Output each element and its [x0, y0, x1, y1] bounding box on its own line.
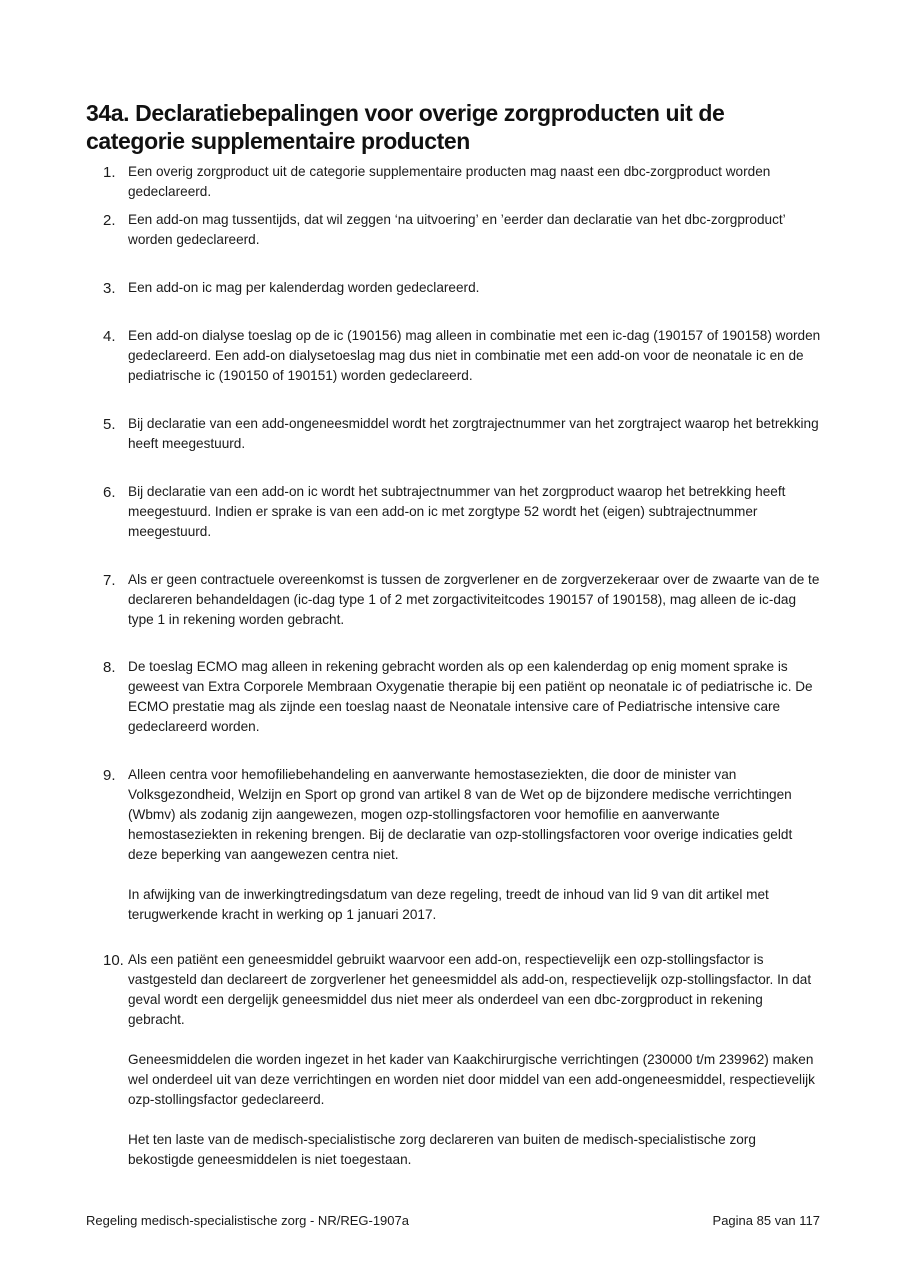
item-number: 1.	[103, 164, 116, 181]
item-text: Alleen centra voor hemofiliebehandeling en aanverwante hemostaseziekten, die door de minister van Volksgezondheid, Welzijn en Sport op grond van artikel 8 van de Wet op de bijzondere medische verrichtingen (Wbmv) als zodanig zijn aangewezen, mogen ozp-stollingsfactoren voor hemofilie en aanverwante hemostaseziekten in rekening brengen. Bij de declaratie van ozp-stollingsfactoren voor overige indicaties geldt deze beperking van aangewezen centra niet.	[128, 767, 793, 862]
footer-document-name: Regeling medisch-specialistische zorg - NR/REG-1907a	[86, 1213, 409, 1228]
list-item-6	[103, 482, 823, 542]
page-title: 34a. Declaratiebepalingen voor overige zorgproducten uit de categorie supplementaire producten	[86, 100, 725, 155]
list-item-1	[103, 162, 823, 202]
footer-page-number: Pagina 85 van 117	[712, 1213, 820, 1228]
item-text: Een add-on mag tussentijds, dat wil zeggen ‘na uitvoering’ en ’eerder dan declaratie van het dbc-zorgproduct’ worden gedeclareerd.	[128, 212, 786, 247]
item-number: 3.	[103, 280, 116, 297]
item-text: In afwijking van de inwerkingtredingsdatum van deze regeling, treedt de inhoud van lid 9 van dit artikel met terugwerkende kracht in werking op 1 januari 2017.	[128, 887, 769, 922]
list-item-2	[103, 210, 823, 250]
item-text: Als er geen contractuele overeenkomst is tussen de zorgverlener en de zorgverzekeraar over de zwaarte van de te declareren behandeldagen (ic-dag type 1 of 2 met zorgactiviteitcodes 190157 of 190158), mag alleen de ic-dag type 1 in rekening worden gebracht.	[128, 572, 820, 627]
item-text: Geneesmiddelen die worden ingezet in het kader van Kaakchirurgische verrichtingen (230000 t/m 239962) maken wel onderdeel uit van deze verrichtingen en worden niet door middel van een add-ongeneesmiddel, respectievelijk ozp-stollingsfactor gedeclareerd.	[128, 1052, 815, 1107]
item-number: 10.	[103, 952, 124, 969]
item-text: Een add-on ic mag per kalenderdag worden gedeclareerd.	[128, 280, 480, 295]
list-item-3	[103, 278, 823, 298]
item-text: Als een patiënt een geneesmiddel gebruikt waarvoor een add-on, respectievelijk een ozp-stollingsfactor is vastgesteld dan declareert de zorgverlener het geneesmiddel als add-on, respectievelijk ozp-stollingsfactor. In dat geval wordt een dergelijk geneesmiddel dus niet meer als onderdeel van een dbc-zorgproduct in rekening gebracht.	[128, 952, 812, 1027]
list-item-10	[103, 950, 823, 1170]
item-number: 4.	[103, 328, 116, 345]
item-number: 6.	[103, 484, 116, 501]
item-text: Het ten laste van de medisch-specialistische zorg declareren van buiten de medisch-specialistische zorg bekostigde geneesmiddelen is niet toegestaan.	[128, 1132, 756, 1167]
list-item-7	[103, 570, 823, 630]
list-item-5	[103, 414, 823, 454]
item-number: 7.	[103, 572, 116, 589]
item-number: 9.	[103, 767, 116, 784]
item-text: Bij declaratie van een add-ongeneesmiddel wordt het zorgtrajectnummer van het zorgtraject waarop het betrekking heeft meegestuurd.	[128, 416, 819, 451]
list-item-8	[103, 657, 823, 737]
item-text: Een overig zorgproduct uit de categorie supplementaire producten mag naast een dbc-zorgproduct worden gedeclareerd.	[128, 164, 771, 199]
item-number: 5.	[103, 416, 116, 433]
item-number: 2.	[103, 212, 116, 229]
list-item-9	[103, 765, 823, 925]
item-text: Een add-on dialyse toeslag op de ic (190156) mag alleen in combinatie met een ic-dag (190157 of 190158) worden gedeclareerd. Een add-on dialysetoeslag mag dus niet in combinatie met een add-on voor de neonatale ic en de pediatrische ic (190150 of 190151) worden gedeclareerd.	[128, 328, 821, 383]
item-number: 8.	[103, 659, 116, 676]
list-item-4	[103, 326, 823, 386]
item-text: Bij declaratie van een add-on ic wordt het subtrajectnummer van het zorgproduct waarop het betrekking heeft meegestuurd. Indien er sprake is van een add-on ic met zorgtype 52 wordt het (eigen) subtrajectnummer meegestuurd.	[128, 484, 786, 539]
item-text: De toeslag ECMO mag alleen in rekening gebracht worden als op een kalenderdag op enig moment sprake is geweest van Extra Corporele Membraan Oxygenatie therapie bij een patiënt op neonatale ic of pediatrische ic. De ECMO prestatie mag als zijnde een toeslag naast de Neonatale intensive care of Pediatrische intensive care gedeclareerd worden.	[128, 659, 813, 734]
